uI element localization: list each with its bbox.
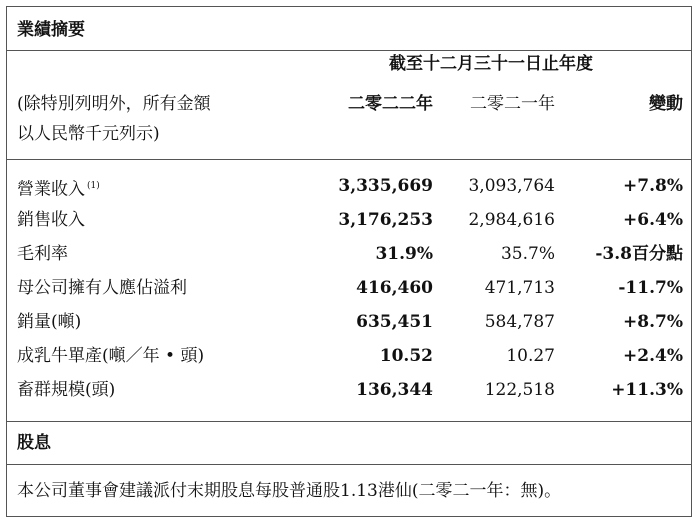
row-label-text: 成乳牛單產(噸／年 • 頭) — [17, 346, 205, 366]
row-label-text: 畜群規模(頭) — [17, 380, 116, 400]
currency-note-line1: (除特別列明外，所有金額 — [17, 94, 211, 114]
value-2021: 584,787 — [484, 312, 555, 332]
value-change: +8.7% — [623, 312, 683, 332]
value-2022: 10.52 — [379, 346, 433, 366]
value-2022: 31.9% — [375, 244, 433, 264]
dividend-text: 本公司董事會建議派付末期股息每股普通股1.13港仙(二零二一年：無)。 — [17, 481, 562, 501]
value-change: -11.7% — [618, 278, 683, 298]
value-2021: 3,093,764 — [468, 176, 555, 196]
results-summary-box — [6, 6, 692, 517]
value-2022: 3,335,669 — [338, 176, 433, 196]
currency-note-line2: 以人民幣千元列示) — [17, 124, 160, 144]
value-2022: 416,460 — [356, 278, 433, 298]
row-label — [17, 175, 100, 201]
value-2022: 635,451 — [356, 312, 433, 332]
value-2022: 3,176,253 — [338, 210, 433, 230]
footnote-marker: (1) — [87, 181, 100, 191]
row-label — [17, 345, 204, 367]
value-change: -3.8百分點 — [595, 244, 683, 264]
value-2022: 136,344 — [356, 380, 433, 400]
value-2021: 10.27 — [506, 346, 555, 366]
row-label — [17, 379, 115, 401]
value-change: +11.3% — [611, 380, 683, 400]
value-change: +7.8% — [623, 176, 683, 196]
value-2021: 122,518 — [484, 380, 555, 400]
row-label — [17, 243, 68, 265]
value-change: +6.4% — [623, 210, 683, 230]
column-header-2021: 二零二一年 — [470, 94, 555, 114]
row-label — [17, 277, 187, 299]
divider — [7, 421, 691, 422]
section-title-results: 業績摘要 — [17, 20, 85, 40]
section-title-dividend: 股息 — [17, 433, 51, 453]
value-change: +2.4% — [623, 346, 683, 366]
value-2021: 35.7% — [500, 244, 555, 264]
row-label-text: 母公司擁有人應佔溢利 — [17, 278, 187, 298]
row-label-text: 毛利率 — [17, 244, 68, 264]
row-label — [17, 209, 85, 231]
value-2021: 2,984,616 — [468, 210, 555, 230]
divider — [7, 159, 691, 160]
row-label — [17, 311, 81, 333]
divider — [7, 50, 691, 51]
column-header-2022: 二零二二年 — [348, 94, 433, 114]
value-2021: 471,713 — [484, 278, 555, 298]
row-label-text: 銷量(噸) — [17, 312, 82, 332]
row-label-text: 營業收入 — [17, 179, 85, 200]
period-header: 截至十二月三十一日止年度 — [389, 54, 593, 74]
divider — [7, 464, 691, 465]
row-label-text: 銷售收入 — [17, 210, 85, 230]
column-header-change: 變動 — [649, 94, 683, 114]
